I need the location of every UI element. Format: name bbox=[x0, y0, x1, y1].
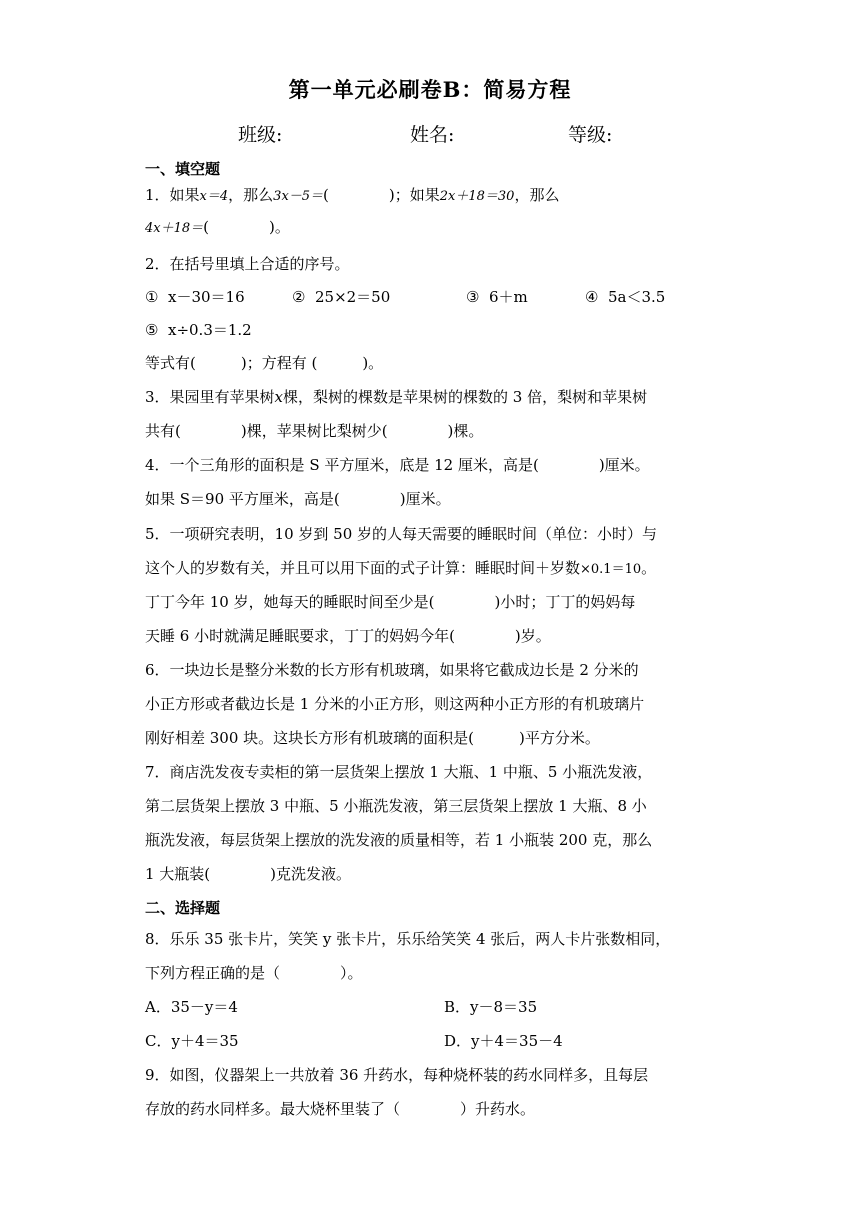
question-2-option-2: ② 25×2＝50 bbox=[292, 288, 391, 306]
question-8-option-d: D．y＋4＝35－4 bbox=[444, 1032, 563, 1050]
question-5-line-2: 这个人的岁数有关，并且可以用下面的式子计算：睡眠时间＋岁数×0.1＝10。 bbox=[145, 559, 657, 577]
section-multiple-choice: 二、选择题 bbox=[145, 899, 221, 917]
question-1-line-2: 4x＋18＝( )。 bbox=[145, 218, 290, 236]
question-6-line-1: 6．一块边长是整分米数的长方形有机玻璃，如果将它截成边长是 2 分米的 bbox=[145, 661, 639, 679]
question-5-line-3: 丁丁今年 10 岁，她每天的睡眠时间至少是( )小时；丁丁的妈妈每 bbox=[145, 593, 636, 611]
question-7-line-4: 1 大瓶装( )克洗发液。 bbox=[145, 865, 352, 883]
question-5-line-4: 天睡 6 小时就满足睡眠要求，丁丁的妈妈今年( )岁。 bbox=[145, 627, 551, 645]
question-8-line-2: 下列方程正确的是（ ）。 bbox=[145, 964, 363, 982]
question-2-option-1: ① x－30＝16 bbox=[145, 288, 245, 306]
question-8-option-a: A．35－y＝4 bbox=[145, 998, 238, 1016]
grade-label: 等级: bbox=[568, 124, 613, 146]
question-8-option-b: B．y－8＝35 bbox=[444, 998, 538, 1016]
question-9-line-2: 存放的药水同样多。最大烧杯里装了（ ）升药水。 bbox=[145, 1100, 536, 1118]
name-label: 姓名: bbox=[410, 124, 455, 146]
question-1-line-1: 1．如果x＝4，那么3x－5＝( )；如果2x＋18＝30，那么 bbox=[145, 186, 560, 204]
question-2-option-4: ④ 5a＜3.5 bbox=[585, 288, 666, 306]
question-9-line-1: 9．如图，仪器架上一共放着 36 升药水，每种烧杯装的药水同样多，且每层 bbox=[145, 1066, 649, 1084]
question-7-line-2: 第二层货架上摆放 3 中瓶、5 小瓶洗发液，第三层货架上摆放 1 大瓶、8 小 bbox=[145, 797, 647, 815]
question-4-line-1: 4．一个三角形的面积是 S 平方厘米，底是 12 厘米，高是( )厘米。 bbox=[145, 456, 650, 474]
question-6-line-2: 小正方形或者截边长是 1 分米的小正方形，则这两种小正方形的有机玻璃片 bbox=[145, 695, 645, 713]
section-fill-in: 一、填空题 bbox=[145, 160, 221, 178]
class-label: 班级: bbox=[238, 124, 283, 146]
question-7-line-1: 7．商店洗发夜专卖柜的第一层货架上摆放 1 大瓶、1 中瓶、5 小瓶洗发液， bbox=[145, 763, 653, 781]
question-2-option-3: ③ 6＋m bbox=[466, 288, 528, 306]
question-8-line-1: 8．乐乐 35 张卡片，笑笑 y 张卡片，乐乐给笑笑 4 张后，两人卡片张数相同， bbox=[145, 930, 671, 948]
question-6-line-3: 刚好相差 300 块。这块长方形有机玻璃的面积是( )平方分米。 bbox=[145, 729, 600, 747]
question-5-line-1: 5．一项研究表明，10 岁到 50 岁的人每天需要的睡眠时间（单位：小时）与 bbox=[145, 525, 658, 543]
question-4-line-2: 如果 S＝90 平方厘米，高是( )厘米。 bbox=[145, 490, 451, 508]
question-7-line-3: 瓶洗发液，每层货架上摆放的洗发液的质量相等，若 1 小瓶装 200 克，那么 bbox=[145, 831, 653, 849]
question-2-option-5: ⑤ x÷0.3＝1.2 bbox=[145, 321, 252, 339]
question-2-answer: 等式有( )；方程有 ( )。 bbox=[145, 354, 384, 372]
question-8-option-c: C．y＋4＝35 bbox=[145, 1032, 239, 1050]
question-3-line-1: 3．果园里有苹果树x棵，梨树的棵数是苹果树的棵数的 3 倍，梨树和苹果树 bbox=[145, 388, 648, 406]
page-title: 第一单元必刷卷B：简易方程 bbox=[288, 77, 572, 102]
question-3-line-2: 共有( )棵，苹果树比梨树少( )棵。 bbox=[145, 422, 484, 440]
question-2-stem: 2．在括号里填上合适的序号。 bbox=[145, 255, 350, 273]
